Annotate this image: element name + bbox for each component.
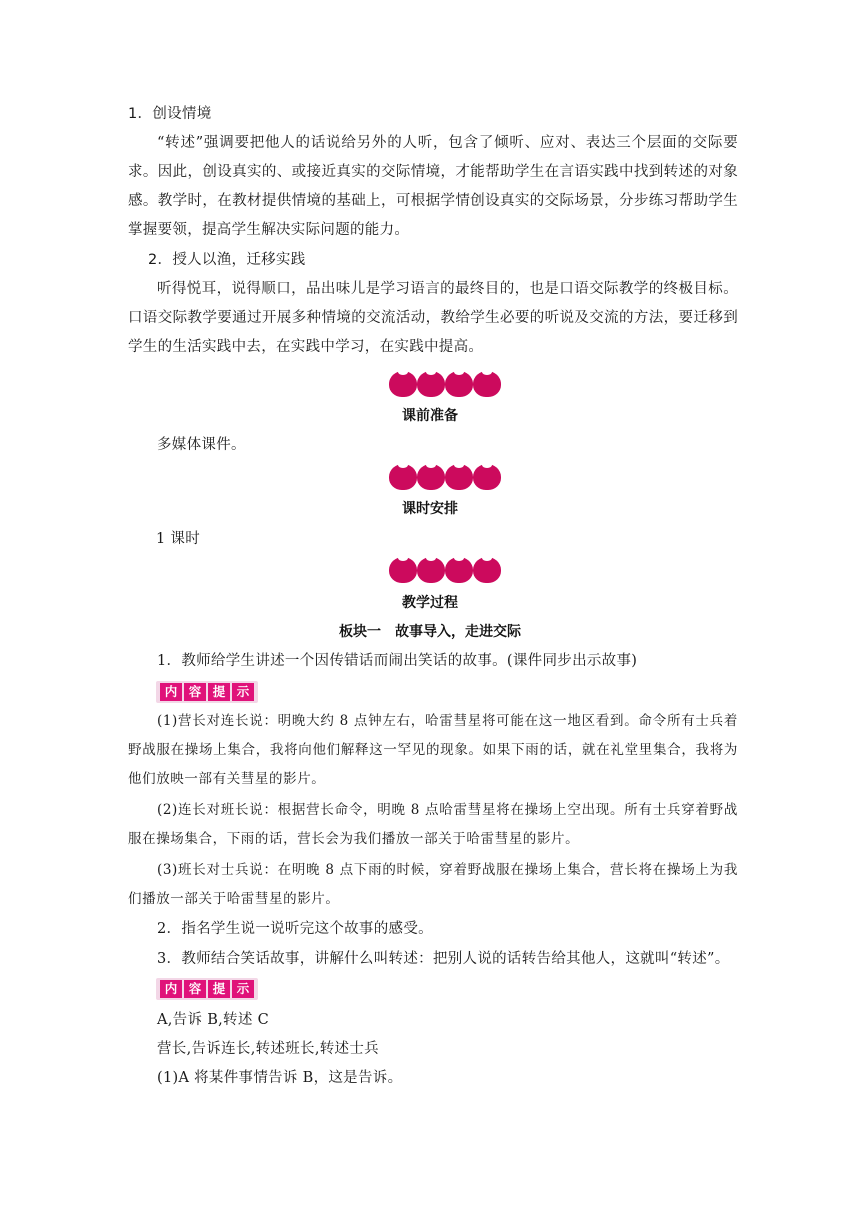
step-3: 3．教师结合笑话故事，讲解什么叫转述：把别人说的话转告给其他人，这就叫“转述”。: [157, 951, 730, 967]
hint-char: 容: [184, 683, 206, 701]
section-title-process: 教学过程: [402, 595, 458, 611]
decorative-petals-icon: [389, 462, 501, 494]
step-1: 1．教师给学生讲述一个因传错话而闹出笑话的故事。(课件同步出示故事): [157, 653, 638, 669]
schedule-body: 1 课时: [156, 531, 201, 547]
hint-char: 内: [160, 980, 182, 998]
hint-char: 示: [232, 980, 254, 998]
hint-char: 提: [208, 683, 230, 701]
hint-char: 内: [160, 683, 182, 701]
hint-char: 容: [184, 980, 206, 998]
definition-line: (1)A 将某件事情告诉 B，这是告诉。: [157, 1070, 403, 1086]
prep-body: 多媒体课件。: [157, 437, 246, 453]
decorative-petals-icon: [389, 555, 501, 587]
paragraph-practice: 听得悦耳，说得顺口，品出味儿是学习语言的最终目的，也是口语交际教学的终极目标。口语交际教学要通过开展多种情境的交流活动，教给学生必要的听说及交流的方法，要迁移到学生的生活实践中去，在实践中学习，在实践中提高。: [128, 281, 738, 355]
content-hint-badge: [156, 681, 258, 703]
section-heading-1: 1．创设情境: [128, 106, 212, 122]
hint-char: 示: [232, 683, 254, 701]
step-2: 2．指名学生说一说听完这个故事的感受。: [157, 921, 433, 937]
story-line-2: (2)连长对班长说：根据营长命令，明晚 8 点哈雷彗星将在操场上空出现。所有士兵穿着野战服在操场集合，下雨的话，营长会为我们播放一部关于哈雷彗星的影片。: [128, 802, 738, 847]
abc-line: A,告诉 B,转述 C: [157, 1012, 269, 1028]
block-title: 板块一 故事导入，走进交际: [339, 624, 521, 640]
decorative-petals-icon: [389, 369, 501, 401]
content-hint-badge: [156, 978, 258, 1000]
paragraph-situation: “转述”强调要把他人的话说给另外的人听，包含了倾听、应对、表达三个层面的交际要求。因此，创设真实的、或接近真实的交际情境，才能帮助学生在言语实践中找到转述的对象感。教学时，在教材提供情境的基础上，可根据学情创设真实的交际场景，分步练习帮助学生掌握要领，提高学生解决实际问题的能力。: [128, 135, 738, 238]
hint-char: 提: [208, 980, 230, 998]
section-title-prep: 课前准备: [402, 408, 458, 424]
section-heading-2: 2．授人以渔，迁移实践: [148, 252, 306, 268]
section-title-schedule: 课时安排: [402, 501, 458, 517]
story-line-3: (3)班长对士兵说：在明晚 8 点下雨的时候，穿着野战服在操场上集合，营长将在操场上为我们播放一部关于哈雷彗星的影片。: [128, 862, 738, 907]
story-line-1: (1)营长对连长说：明晚大约 8 点钟左右，哈雷彗星将可能在这一地区看到。命令所有士兵着野战服在操场上集合，我将向他们解释这一罕见的现象。如果下雨的话，就在礼堂里集合，我将为他们放映一部有关彗星的影片。: [128, 713, 738, 787]
chain-line: 营长,告诉连长,转述班长,转述士兵: [157, 1041, 379, 1057]
